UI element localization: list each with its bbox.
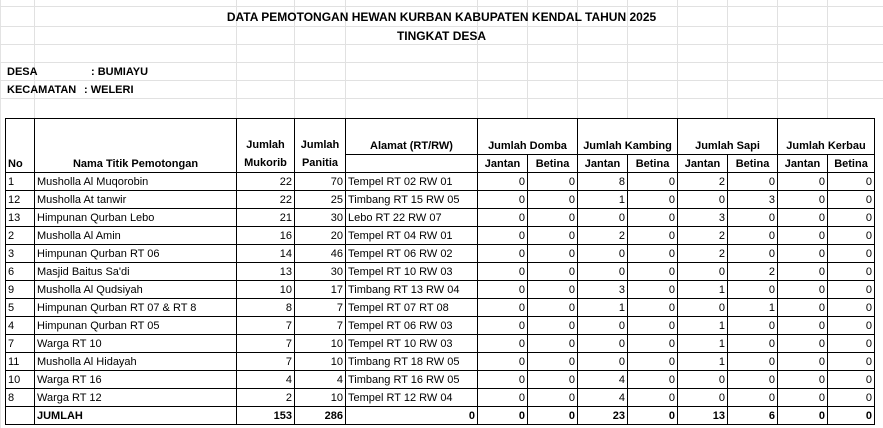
table-body (6, 173, 875, 425)
cell-sb: 0 (728, 227, 778, 245)
cell-bb: 0 (828, 353, 875, 371)
table-row (6, 353, 875, 371)
table-row (6, 191, 875, 209)
cell-bj: 0 (778, 227, 828, 245)
cell-sj: 1 (678, 353, 728, 371)
cell-panitia: 4 (295, 371, 346, 389)
cell-sb: 0 (728, 335, 778, 353)
table-row (6, 389, 875, 407)
cell-panitia: 70 (295, 173, 346, 191)
cell-db: 0 (528, 227, 578, 245)
cell-alamat: Tempel RT 10 RW 03 (346, 263, 478, 281)
cell-no: 2 (6, 227, 35, 245)
cell-nama: Warga RT 10 (35, 335, 237, 353)
cell-kb: 0 (628, 389, 678, 407)
cell-kj: 2 (578, 227, 628, 245)
cell-kb: 0 (628, 245, 678, 263)
cell-dj: 0 (478, 371, 528, 389)
cell-sb: 0 (728, 173, 778, 191)
cell-bj: 0 (778, 263, 828, 281)
cell-alamat: Lebo RT 22 RW 07 (346, 209, 478, 227)
cell-no: 5 (6, 299, 35, 317)
cell-bj: 0 (778, 389, 828, 407)
cell-kb: 0 (628, 317, 678, 335)
cell-bj: 0 (778, 173, 828, 191)
cell-kj: 4 (578, 389, 628, 407)
cell-db: 0 (528, 299, 578, 317)
cell-kj: 4 (578, 371, 628, 389)
cell-dj: 0 (478, 245, 528, 263)
total-bj: 0 (778, 407, 828, 425)
cell-nama: Himpunan Qurban RT 06 (35, 245, 237, 263)
cell-kb: 0 (628, 335, 678, 353)
gridline (0, 6, 883, 7)
cell-kj: 0 (578, 209, 628, 227)
cell-kj: 8 (578, 173, 628, 191)
cell-bj: 0 (778, 191, 828, 209)
cell-mukorib: 7 (237, 353, 295, 371)
cell-bj: 0 (778, 371, 828, 389)
cell-no: 9 (6, 281, 35, 299)
table-row (6, 263, 875, 281)
total-sb: 6 (728, 407, 778, 425)
cell-alamat: Tempel RT 10 RW 03 (346, 335, 478, 353)
cell-mukorib: 22 (237, 173, 295, 191)
cell-no: 4 (6, 317, 35, 335)
header-mukorib-line2: Mukorib (244, 157, 287, 169)
total-mukorib: 153 (237, 407, 295, 425)
table-row (6, 371, 875, 389)
cell-mukorib: 22 (237, 191, 295, 209)
cell-alamat: Tempel RT 04 RW 01 (346, 227, 478, 245)
cell-mukorib: 21 (237, 209, 295, 227)
cell-alamat: Tempel RT 06 RW 03 (346, 317, 478, 335)
cell-mukorib: 10 (237, 281, 295, 299)
kecamatan-value: : WELERI (84, 84, 134, 96)
cell-no: 3 (6, 245, 35, 263)
cell-kb: 0 (628, 299, 678, 317)
cell-db: 0 (528, 209, 578, 227)
cell-panitia: 10 (295, 335, 346, 353)
cell-no: 8 (6, 389, 35, 407)
cell-alamat: Timbang RT 18 RW 05 (346, 353, 478, 371)
header-kambing: Jumlah Kambing (578, 119, 678, 155)
cell-kb: 0 (628, 209, 678, 227)
cell-bj: 0 (778, 335, 828, 353)
table-row (6, 227, 875, 245)
cell-dj: 0 (478, 191, 528, 209)
cell-sb: 0 (728, 371, 778, 389)
total-bb: 0 (828, 407, 875, 425)
total-db: 0 (528, 407, 578, 425)
cell-sj: 0 (678, 263, 728, 281)
table-row (6, 299, 875, 317)
cell-nama: Musholla Al Qudsiyah (35, 281, 237, 299)
cell-mukorib: 7 (237, 317, 295, 335)
cell-no: 11 (6, 353, 35, 371)
cell-sj: 0 (678, 371, 728, 389)
cell-kb: 0 (628, 353, 678, 371)
cell-alamat: Tempel RT 02 RW 01 (346, 173, 478, 191)
cell-bb: 0 (828, 281, 875, 299)
cell-no: 1 (6, 173, 35, 191)
cell-kj: 1 (578, 299, 628, 317)
cell-sj: 2 (678, 245, 728, 263)
cell-dj: 0 (478, 173, 528, 191)
total-label: JUMLAH (35, 407, 237, 425)
cell-no: 7 (6, 335, 35, 353)
cell-sj: 2 (678, 227, 728, 245)
cell-bb: 0 (828, 317, 875, 335)
gridline (0, 26, 883, 27)
cell-panitia: 10 (295, 389, 346, 407)
cell-bb: 0 (828, 245, 875, 263)
cell-sj: 0 (678, 299, 728, 317)
cell-db: 0 (528, 191, 578, 209)
cell-bj: 0 (778, 353, 828, 371)
cell-nama: Musholla At tanwir (35, 191, 237, 209)
gridline (0, 62, 883, 63)
header-sapi-jantan: Jantan (678, 155, 728, 173)
header-panitia-line1: Jumlah (300, 139, 340, 151)
cell-sj: 1 (678, 317, 728, 335)
cell-bj: 0 (778, 209, 828, 227)
cell-nama: Himpunan Qurban RT 05 (35, 317, 237, 335)
cell-nama: Himpunan Qurban RT 07 & RT 8 (35, 299, 237, 317)
table-row (6, 173, 875, 191)
cell-db: 0 (528, 353, 578, 371)
cell-bb: 0 (828, 227, 875, 245)
header-kerbau-betina: Betina (828, 155, 875, 173)
table-row (6, 317, 875, 335)
cell-panitia: 46 (295, 245, 346, 263)
cell-sj: 1 (678, 335, 728, 353)
cell-kb: 0 (628, 227, 678, 245)
cell-alamat: Timbang RT 15 RW 05 (346, 191, 478, 209)
cell-sb: 0 (728, 209, 778, 227)
cell-sb: 1 (728, 299, 778, 317)
header-mukorib-line1: Jumlah (246, 139, 285, 151)
cell-no: 6 (6, 263, 35, 281)
cell-mukorib: 4 (237, 371, 295, 389)
total-kb: 0 (628, 407, 678, 425)
cell-no: 13 (6, 209, 35, 227)
cell-kj: 0 (578, 317, 628, 335)
cell-bb: 0 (828, 173, 875, 191)
header-kerbau: Jumlah Kerbau (778, 119, 875, 155)
cell-mukorib: 14 (237, 245, 295, 263)
header-panitia (295, 119, 346, 173)
cell-no: 10 (6, 371, 35, 389)
cell-kb: 0 (628, 263, 678, 281)
cell-db: 0 (528, 335, 578, 353)
cell-kj: 0 (578, 263, 628, 281)
cell-sb: 0 (728, 281, 778, 299)
total-row (6, 407, 875, 425)
desa-value: : BUMIAYU (91, 66, 149, 78)
page-title: DATA PEMOTONGAN HEWAN KURBAN KABUPATEN KENDAL TAHUN 2025 (226, 10, 657, 24)
cell-panitia: 7 (295, 317, 346, 335)
header-panitia-line2: Panitia (301, 157, 339, 169)
cell-panitia: 7 (295, 299, 346, 317)
cell-sb: 3 (728, 191, 778, 209)
cell-sj: 0 (678, 389, 728, 407)
cell-db: 0 (528, 389, 578, 407)
cell-db: 0 (528, 317, 578, 335)
cell-dj: 0 (478, 209, 528, 227)
cell-alamat: Tempel RT 07 RT 08 (346, 299, 478, 317)
header-kambing-jantan: Jantan (578, 155, 628, 173)
cell-mukorib: 16 (237, 227, 295, 245)
cell-kb: 0 (628, 173, 678, 191)
cell-dj: 0 (478, 389, 528, 407)
total-dj: 0 (478, 407, 528, 425)
cell-alamat: Timbang RT 16 RW 05 (346, 371, 478, 389)
cell-sb: 0 (728, 245, 778, 263)
cell-db: 0 (528, 281, 578, 299)
cell-dj: 0 (478, 299, 528, 317)
cell-bb: 0 (828, 299, 875, 317)
header-alamat-blank (346, 155, 478, 173)
cell-mukorib: 8 (237, 299, 295, 317)
kecamatan-label: KECAMATAN (7, 84, 77, 96)
header-kambing-betina: Betina (628, 155, 678, 173)
cell-sb: 0 (728, 389, 778, 407)
cell-nama: Masjid Baitus Sa'di (35, 263, 237, 281)
cell-kb: 0 (628, 281, 678, 299)
cell-sb: 2 (728, 263, 778, 281)
cell-alamat: Tempel RT 06 RW 02 (346, 245, 478, 263)
table-row (6, 281, 875, 299)
header-domba: Jumlah Domba (478, 119, 578, 155)
cell-nama: Musholla Al Muqorobin (35, 173, 237, 191)
cell-nama: Musholla Al Amin (35, 227, 237, 245)
header-domba-jantan: Jantan (478, 155, 528, 173)
cell-db: 0 (528, 173, 578, 191)
gridline (0, 44, 883, 45)
cell-panitia: 30 (295, 209, 346, 227)
cell-dj: 0 (478, 317, 528, 335)
cell-db: 0 (528, 245, 578, 263)
cell-mukorib: 7 (237, 335, 295, 353)
total-blank (6, 407, 35, 425)
cell-mukorib: 2 (237, 389, 295, 407)
cell-no: 12 (6, 191, 35, 209)
header-alamat: Alamat (RT/RW) (346, 119, 478, 155)
cell-bb: 0 (828, 335, 875, 353)
header-mukorib (237, 119, 295, 173)
cell-panitia: 20 (295, 227, 346, 245)
cell-bj: 0 (778, 245, 828, 263)
total-kj: 23 (578, 407, 628, 425)
cell-panitia: 25 (295, 191, 346, 209)
cell-bb: 0 (828, 263, 875, 281)
cell-kj: 1 (578, 191, 628, 209)
cell-mukorib: 13 (237, 263, 295, 281)
cell-nama: Warga RT 12 (35, 389, 237, 407)
cell-nama: Himpunan Qurban Lebo (35, 209, 237, 227)
cell-bb: 0 (828, 191, 875, 209)
header-nama: Nama Titik Pemotongan (35, 119, 237, 173)
cell-dj: 0 (478, 263, 528, 281)
cell-db: 0 (528, 371, 578, 389)
page-subtitle: TINGKAT DESA (396, 29, 487, 43)
cell-nama: Warga RT 16 (35, 371, 237, 389)
cell-panitia: 10 (295, 353, 346, 371)
kurban-table (5, 118, 875, 425)
cell-db: 0 (528, 263, 578, 281)
cell-sj: 3 (678, 209, 728, 227)
header-sapi-betina: Betina (728, 155, 778, 173)
cell-panitia: 30 (295, 263, 346, 281)
cell-kj: 0 (578, 353, 628, 371)
table-row (6, 335, 875, 353)
cell-sj: 0 (678, 191, 728, 209)
cell-alamat: Timbang RT 13 RW 04 (346, 281, 478, 299)
header-domba-betina: Betina (528, 155, 578, 173)
cell-bb: 0 (828, 209, 875, 227)
cell-dj: 0 (478, 353, 528, 371)
cell-sj: 1 (678, 281, 728, 299)
cell-kb: 0 (628, 371, 678, 389)
cell-kj: 0 (578, 245, 628, 263)
gridline (0, 80, 883, 81)
total-panitia: 286 (295, 407, 346, 425)
table-row (6, 245, 875, 263)
cell-dj: 0 (478, 281, 528, 299)
cell-sj: 2 (678, 173, 728, 191)
cell-bj: 0 (778, 317, 828, 335)
cell-dj: 0 (478, 227, 528, 245)
cell-kb: 0 (628, 191, 678, 209)
header-kerbau-jantan: Jantan (778, 155, 828, 173)
total-alamat: 0 (346, 407, 478, 425)
desa-label: DESA (7, 66, 38, 78)
cell-bb: 0 (828, 389, 875, 407)
cell-kj: 3 (578, 281, 628, 299)
cell-sb: 0 (728, 353, 778, 371)
table-row (6, 209, 875, 227)
cell-bj: 0 (778, 281, 828, 299)
gridline (0, 98, 883, 99)
header-no: No (6, 119, 35, 173)
cell-dj: 0 (478, 335, 528, 353)
cell-nama: Musholla Al Hidayah (35, 353, 237, 371)
header-sapi: Jumlah Sapi (678, 119, 778, 155)
cell-alamat: Tempel RT 12 RW 04 (346, 389, 478, 407)
cell-bb: 0 (828, 371, 875, 389)
cell-panitia: 17 (295, 281, 346, 299)
cell-bj: 0 (778, 299, 828, 317)
cell-kj: 0 (578, 335, 628, 353)
cell-sb: 0 (728, 317, 778, 335)
total-sj: 13 (678, 407, 728, 425)
